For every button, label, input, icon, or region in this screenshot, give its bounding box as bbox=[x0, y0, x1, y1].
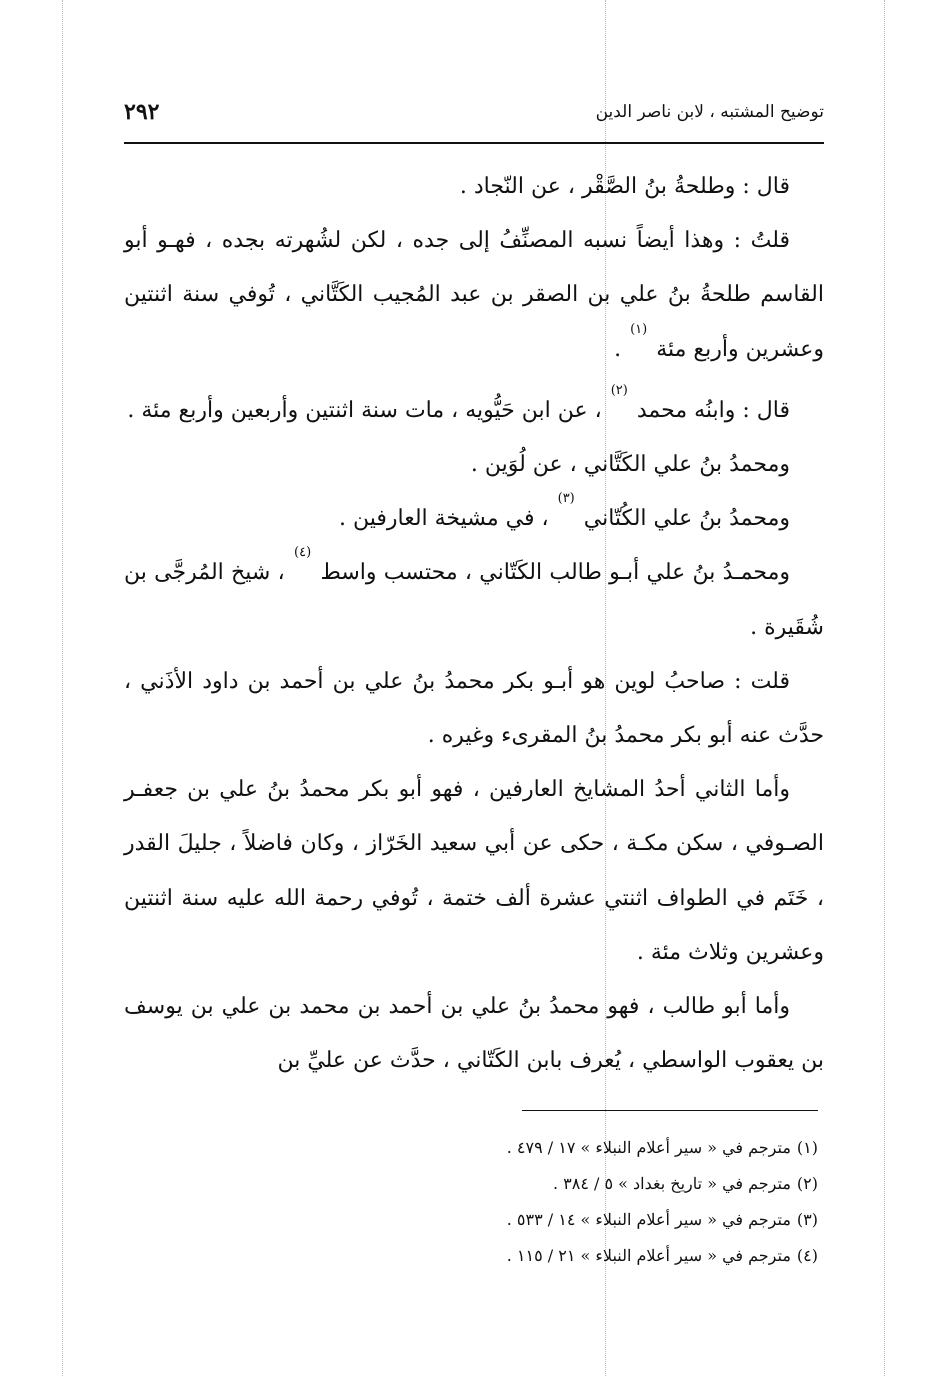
main-text bbox=[124, 160, 824, 1088]
footnote-number: (٣) bbox=[796, 1210, 818, 1229]
footnote bbox=[124, 1202, 818, 1238]
footnote-text: مترجم في « تاريخ بغداد » ٥ / ٣٨٤ . bbox=[552, 1174, 791, 1193]
paragraph: قال : وطلحةُ بنُ الصَّقْر ، عن النّجاد . bbox=[459, 174, 790, 199]
footnote-marker[interactable]: (١) bbox=[630, 321, 648, 337]
header-rule bbox=[124, 142, 824, 144]
footnote bbox=[124, 1238, 818, 1274]
paragraph: قلتُ : وهذا أيضاً نسبه المصنِّفُ إلى جده ، لكن لشُهرته بجده ، فهـو أبو القاسم طلحةُ بنُ علي بن الصقر بن عبد المُجيب الكَتَّاني ، تُوفي سنة اثنتين وعشرين وأربع مئة $^{(١)}$ . bbox=[124, 228, 824, 362]
paragraph: وأما الثاني أحدُ المشايخ العارفين ، فهو أبو بكر محمدُ بنُ علي بن جعفـر الصـوفي ، سكن مكـة ، حكى عن أبي سعيد الخَرّاز ، وكان فاضلاً ، جليلَ القدر ، خَتَم في الطواف اثنتي عشرة ألف ختمة ، تُوفي رحمة الله عليه سنة اثنتين وعشرين وثلاث مئة . bbox=[124, 777, 824, 965]
footnote-number: (٢) bbox=[796, 1174, 818, 1193]
footnote-text: مترجم في « سير أعلام النبلاء » ١٧ / ٤٧٩ . bbox=[506, 1138, 791, 1157]
footnote-marker[interactable]: (٣) bbox=[557, 491, 575, 507]
footnote-text: مترجم في « سير أعلام النبلاء » ١٤ / ٥٣٣ . bbox=[506, 1210, 791, 1229]
paragraph: وأما أبو طالب ، فهو محمدُ بنُ علي بن أحمد بن محمد بن علي بن يوسف بن يعقوب الواسطي ، يُعرف بابن الكَتّاني ، حدَّث عن عليِّ بن bbox=[124, 994, 824, 1074]
scan-guide-line bbox=[62, 0, 63, 1376]
footnote bbox=[124, 1166, 818, 1202]
paragraph: ومحمـدُ بنُ علي أبـو طالب الكَتّاني ، محتسب واسط $^{(٤)}$ ، شيخ المُرجَّى بن شُقَيرة . bbox=[124, 545, 824, 640]
paragraph: قال : وابنُه محمد $^{(٢)}$ ، عن ابن حَيُّويه ، مات سنة اثنتين وأربعين وأربع مئة . bbox=[127, 382, 790, 423]
paragraph: قلت : صاحبُ لوين هو أبـو بكر محمدُ بنُ علي بن أحمد بن داود الأذَني ، حدَّث عنه أبو بكر محمدُ بنُ المقرىء وغيره . bbox=[124, 668, 824, 749]
paragraph: ومحمدُ بنُ علي الكُتّاني $^{(٣)}$ ، في مشيخة العارفين . bbox=[338, 491, 790, 532]
footnote-marker[interactable]: (٢) bbox=[610, 382, 628, 398]
page-header bbox=[124, 92, 824, 132]
running-title: توضيح المشتبه ، لابن ناصر الدين bbox=[595, 102, 824, 122]
footnote-marker[interactable]: (٤) bbox=[294, 545, 312, 561]
footnote-text: مترجم في « سير أعلام النبلاء » ٢١ / ١١٥ . bbox=[506, 1246, 791, 1265]
footnote bbox=[124, 1130, 818, 1166]
footnotes bbox=[124, 1130, 818, 1274]
footnote-separator bbox=[522, 1110, 818, 1111]
paragraph: ومحمدُ بنُ علي الكَتَّاني ، عن لُوَين . bbox=[470, 452, 790, 478]
page-number: ٢٩٢ bbox=[124, 99, 160, 125]
footnote-number: (١) bbox=[796, 1138, 818, 1157]
scan-guide-line bbox=[884, 0, 885, 1376]
footnote-number: (٤) bbox=[796, 1246, 818, 1265]
